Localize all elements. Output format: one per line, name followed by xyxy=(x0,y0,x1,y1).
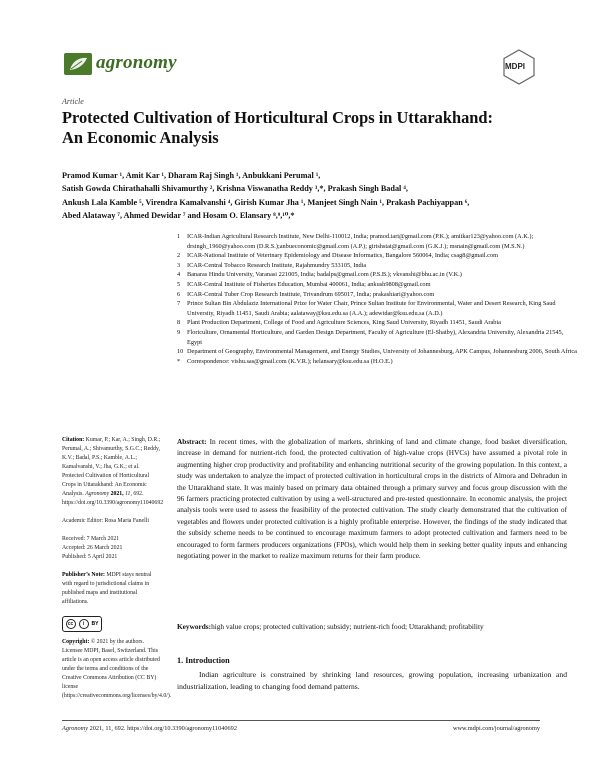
affiliation-item: 1 ICAR-Indian Agricultural Research Institute, New Delhi-110012, India; pramod.iari@gmail.com (P.K.); amitkar123@yahoo.com (A.K.); drsingh_1960@yahoo.com (D.R.S.);anbueconomic@gmail.com (A.P.); girishstat@gmail.com (G.K.J.); msnain@gmail.com (M.S.N.) xyxy=(177,233,534,250)
publisher-name: MDPI xyxy=(505,62,525,71)
affiliation-item: 6 ICAR-Central Tuber Crop Research Institute, Trivandrum 695017, India; prakashiari@yahoo.com xyxy=(177,290,435,298)
footer-url[interactable]: www.mdpi.com/journal/agronomy xyxy=(452,725,540,732)
affiliation-item: 8 Plant Production Department, College of Food and Agriculture Sciences, King Saud University, Riyadh 11451, Saudi Arabia xyxy=(177,319,501,327)
accepted-date: Accepted: 26 March 2021 xyxy=(62,545,123,551)
doi-link[interactable]: , 692. https://doi.org/10.3390/agronomy11040692 xyxy=(62,491,164,506)
journal-name[interactable]: agronomy xyxy=(96,52,177,73)
footer-divider xyxy=(62,720,540,721)
affiliation-item: 3 ICAR-Central Tobacco Research Institute, Rajahmundry 533105, India xyxy=(177,261,367,269)
sidebar xyxy=(62,436,172,701)
cc-by-license-icon[interactable]: cc i BY xyxy=(62,616,102,632)
section-heading: 1. Introduction xyxy=(177,656,230,665)
article-type: Article xyxy=(62,97,84,106)
affiliation-item: 4 Banaras Hindu University, Varanasi 221005, India; badalps@gmail.com (P.S.B.); vkvanshi@bhu.ac.in (V.K.) xyxy=(177,271,462,279)
title-line-1: Protected Cultivation of Horticultural Crops in Uttarakhand: xyxy=(62,108,493,127)
publisher-note: Publisher’s Note: MDPI stays neutral with regard to jurisdictional claims in published maps and institutional affiliations. xyxy=(62,572,152,605)
affiliation-item: 7 Prince Sultan Bin Abdulaziz International Prize for Water Chair, Prince Sultan Institute for Environmental, Water and Desert Research, King Saud University, Riyadh 11451, Saudi Arabia; aalataway@ksu.edu.sa (A.A.); adewidar@ksu.edu.sa (A.D.) xyxy=(177,300,556,317)
author-line: Satish Gowda Chirathahalli Shivamurthy ², Krishna Viswanatha Reddy ³,*, Prakash Singh Badal ⁴, xyxy=(62,184,408,194)
keywords: Keywords:high value crops; protected cultivation; subsidy; nutrient-rich food; Uttarakhand; profitability xyxy=(177,622,484,631)
author-line: Pramod Kumar ¹, Amit Kar ¹, Dharam Raj Singh ¹, Anbukkani Perumal ¹, xyxy=(62,171,321,180)
title-line-2: An Economic Analysis xyxy=(62,128,219,147)
affiliation-item: 10 Department of Geography, Environmental Management, and Energy Studies, University of Johannesburg, APK Campus, Johannesburg 2006, South Africa xyxy=(177,348,577,356)
journal-logo-icon xyxy=(64,53,92,75)
copyright-notice: Copyright: © 2021 by the authors. Licensee MDPI, Basel, Switzerland. This article is an open access article distributed under the terms and conditions of the Creative Commons Attribution (CC BY) license (https://creativecommons.org/licenses/by/4.0/). xyxy=(62,639,172,699)
author-line: Ankush Lala Kamble ⁵, Virendra Kamalvanshi ⁴, Girish Kumar Jha ¹, Manjeet Singh Nain ¹, Prakash Pachiyappan ⁶, xyxy=(62,197,470,207)
correspondence: * Correspondence: vishu.sas@gmail.com (K.V.R.); helansary@ksu.edu.sa (H.O.E.) xyxy=(177,357,393,365)
published-date: Published: 5 April 2021 xyxy=(62,554,118,560)
academic-editor: Academic Editor: Rosa Maria Fanelli xyxy=(62,518,149,524)
footer-citation: Agronomy 2021, 11, 692. https://doi.org/10.3390/agronomy11040692 xyxy=(62,725,237,732)
affiliation-item: 5 ICAR-Central Institute of Fisheries Education, Mumbai 400061, India; ankush9808@gmail.com xyxy=(177,280,431,288)
affiliations xyxy=(177,232,577,366)
received-date: Received: 7 March 2021 xyxy=(62,536,120,542)
intro-paragraph: Indian agriculture is constrained by shrinking land resources, growing population, increasing urbanization and industrialization, leading to changing food demand patterns. xyxy=(177,670,567,692)
author-list xyxy=(62,169,562,222)
abstract: Abstract: In recent times, with the globalization of markets, shrinking of land and climate change, food basket diversification, increase in demand for nutrient-rich food, the protected cultivation of high-value crops (HVCs) have assumed a pivotal role in augmenting higher crop productivity and profitability and enhancing nutritional security of the growing population. In this context, a study was undertaken to analyze the impact of protected cultivation in horticultural crops in the districts of Almora and Dehradun in the Uttarakhand state. It was mainly based on primary data obtained through a primary survey and focus group discussion with the 96 farmers practicing protected cultivation by using a well-structured and pre-tested questionnaire. In economic analysis, the project analysis tools were used to assess the feasibility of the protected cultivation. The study clearly demonstrated that the cultivation of vegetables and flowers under protected cultivation is a highly profitable enterprise. However, the findings of the study indicated that the subsidy scheme needs to be continued to encourage maximum farmers to adopt protected cultivation and farmers need to be encouraged to form farmers producers organizations (FPOs), which would help them in seeking better quality inputs and enhancing negotiating power in the market to realize maximum returns for their farm produce. xyxy=(177,437,567,561)
affiliation-item: 2 ICAR-National Institute of Veterinary Epidemiology and Disease Informatics, Bangalore 560064, India; csag8@gmail.com xyxy=(177,252,499,260)
affiliation-item: 9 Floriculture, Ornamental Horticulture, and Garden Design Department, Faculty of Agriculture (El-Shatby), Alexandria University, Alexandria 21545, Egypt xyxy=(177,328,564,346)
article-title xyxy=(62,108,552,148)
author-line: Abed Alataway ⁷, Ahmed Dewidar ⁷ and Hosam O. Elansary ⁸,⁹,¹⁰,* xyxy=(62,210,295,220)
citation: Citation: Kumar, P.; Kar, A.; Singh, D.R.; Perumal, A.; Shivamurthy, S.G.C.; Reddy, K.V.; Badal, P.S.; Kamble, A.L.; Kamalvanshi, V.; Jha, G.K.; et al. Protected Cultivation of Horticultural Crops in Uttarakhand: An Economic Analysis. Agronomy 2021, 11, 692. https://doi.org/10.3390/agronomy11040692 xyxy=(62,437,164,506)
